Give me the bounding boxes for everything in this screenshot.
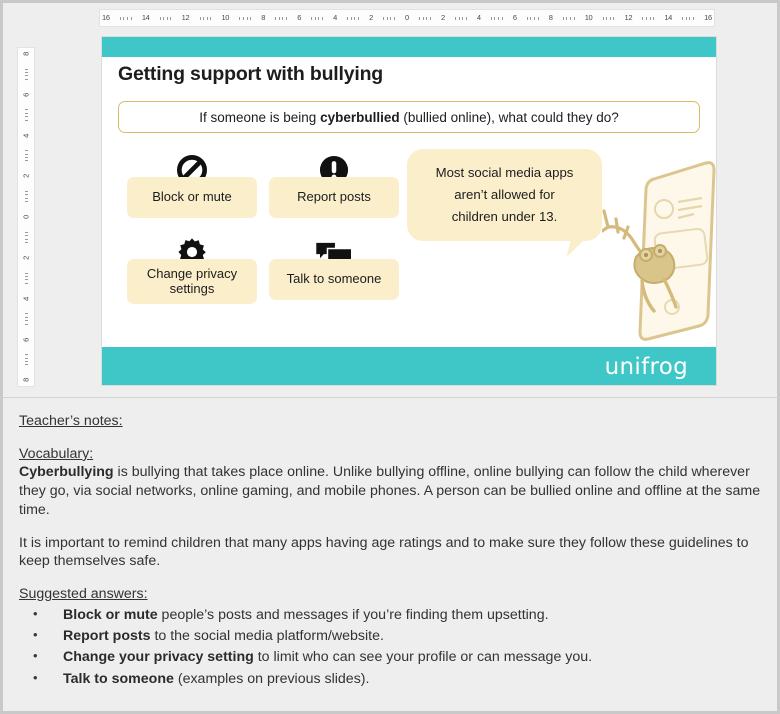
ruler-minor-tick <box>25 157 28 158</box>
ruler-label: 4 <box>21 296 31 301</box>
callout-line-3: children under 13. <box>451 208 558 224</box>
option-label: Report posts <box>297 189 371 205</box>
ruler-tick-group <box>25 150 28 161</box>
question-emphasis: cyberbullied <box>320 109 400 125</box>
question-suffix: (bullied online), what could they do? <box>399 109 619 125</box>
ruler-minor-tick <box>459 17 460 20</box>
ruler-minor-tick <box>650 17 651 20</box>
ruler-minor-tick <box>25 194 28 195</box>
ruler-minor-tick <box>498 17 499 20</box>
ruler-minor-tick <box>491 17 492 20</box>
ruler-tick-group <box>563 17 575 20</box>
ruler-label: 8 <box>548 13 553 23</box>
spacer <box>19 571 761 585</box>
ruler-minor-tick <box>25 232 28 233</box>
ruler-minor-tick <box>203 17 204 20</box>
ruler-label: 0 <box>405 13 409 23</box>
ruler-tick-group <box>25 354 28 365</box>
answer-body: to the social media platform/website. <box>150 628 384 645</box>
ruler-minor-tick <box>686 17 687 20</box>
ruler-minor-tick <box>275 17 276 20</box>
ruler-tick-group <box>25 313 28 324</box>
ruler-minor-tick <box>462 17 463 20</box>
ruler-label: 6 <box>21 92 31 97</box>
ruler-tick-group <box>347 17 359 20</box>
ruler-minor-tick <box>534 17 535 20</box>
ruler-minor-tick <box>25 120 28 121</box>
answers-heading-text: Suggested answers: <box>19 586 148 603</box>
answer-body: to limit who can see your profile or can message you. <box>253 649 593 666</box>
answer-term: Talk to someone <box>63 670 174 687</box>
answer-body: (examples on previous slides). <box>173 670 370 687</box>
ruler-tick-group <box>25 273 28 284</box>
vocabulary-term: Cyberbullying <box>19 464 114 481</box>
vocabulary-paragraph <box>19 463 761 519</box>
spacer <box>19 520 761 534</box>
ruler-label: 4 <box>21 133 31 138</box>
ruler-tick-group <box>25 191 28 202</box>
ruler-minor-tick <box>530 17 531 20</box>
ruler-minor-tick <box>25 191 28 192</box>
question-text <box>199 110 619 125</box>
ruler-minor-tick <box>430 17 431 20</box>
ruler-minor-tick <box>170 17 171 20</box>
ruler-minor-tick <box>538 17 539 20</box>
ruler-minor-tick <box>466 17 467 20</box>
ruler-label: 2 <box>21 255 31 260</box>
suggested-answer-item <box>19 670 761 689</box>
ruler-label: 2 <box>440 13 445 23</box>
ruler-tick-group <box>527 17 539 20</box>
ruler-minor-tick <box>25 279 28 280</box>
ruler-minor-tick <box>354 17 355 20</box>
ruler-minor-tick <box>25 364 28 365</box>
ruler-tick-group <box>200 17 212 20</box>
ruler-minor-tick <box>25 150 28 151</box>
ruler-tick-group <box>419 17 431 20</box>
vertical-ruler[interactable] <box>17 47 35 387</box>
ruler-minor-tick <box>250 17 251 20</box>
ruler-minor-tick <box>286 17 287 20</box>
ruler-label: 16 <box>704 13 712 23</box>
ruler-tick-group <box>455 17 467 20</box>
ruler-minor-tick <box>574 17 575 20</box>
ruler-minor-tick <box>123 17 124 20</box>
ruler-minor-tick <box>311 17 312 20</box>
ruler-label: 4 <box>476 13 481 23</box>
ruler-label: 14 <box>141 13 150 23</box>
ruler-minor-tick <box>315 17 316 20</box>
ruler-label: 6 <box>512 13 517 23</box>
ruler-tick-group <box>25 109 28 120</box>
ruler-tick-group <box>682 17 694 20</box>
ruler-minor-tick <box>163 17 164 20</box>
ruler-minor-tick <box>25 317 28 318</box>
ruler-minor-tick <box>25 276 28 277</box>
ruler-minor-tick <box>653 17 654 20</box>
callout-line-1: Most social media apps <box>435 165 574 181</box>
spacer <box>19 431 761 445</box>
ruler-label: 2 <box>21 174 31 179</box>
ruler-minor-tick <box>200 17 201 20</box>
ruler-minor-tick <box>25 235 28 236</box>
ruler-minor-tick <box>25 154 28 155</box>
ruler-minor-tick <box>239 17 240 20</box>
vocabulary-body: is bullying that takes place online. Unlike bullying offline, online bullying can follow the child wherever they go, via social networks, online gaming, and mobile phones. A person can be bullied online and offline at the same time. <box>19 464 761 518</box>
option-card-change-privacy-settings[interactable] <box>127 259 257 304</box>
horizontal-ruler[interactable] <box>99 9 715 27</box>
ruler-minor-tick <box>390 17 391 20</box>
answer-term: Block or mute <box>63 606 158 623</box>
ruler-minor-tick <box>570 17 571 20</box>
ruler-minor-tick <box>279 17 280 20</box>
question-prefix: If someone is being <box>199 109 321 125</box>
ruler-label: 12 <box>624 13 633 23</box>
slide-canvas[interactable] <box>102 37 716 385</box>
option-label: Block or mute <box>152 189 232 205</box>
ruler-minor-tick <box>127 17 128 20</box>
ruler-minor-tick <box>25 198 28 199</box>
suggested-answer-item <box>19 627 761 646</box>
ruler-minor-tick <box>606 17 607 20</box>
ruler-label: 6 <box>21 337 31 342</box>
option-card-block-or-mute[interactable] <box>127 177 257 218</box>
ruler-minor-tick <box>563 17 564 20</box>
ruler-label: 14 <box>664 13 673 23</box>
ruler-minor-tick <box>322 17 323 20</box>
ruler-tick-group <box>160 17 172 20</box>
ruler-minor-tick <box>494 17 495 20</box>
ruler-minor-tick <box>210 17 211 20</box>
ruler-label: 2 <box>369 13 373 23</box>
ruler-minor-tick <box>419 17 420 20</box>
slide-title: Getting support with bullying <box>118 63 384 85</box>
ruler-minor-tick <box>160 17 161 20</box>
option-label: Talk to someone <box>286 271 382 287</box>
ruler-minor-tick <box>25 320 28 321</box>
ruler-tick-group <box>275 17 287 20</box>
ruler-minor-tick <box>423 17 424 20</box>
ruler-minor-tick <box>25 72 28 73</box>
teacher-notes-pane[interactable] <box>0 397 780 714</box>
ruler-label: 8 <box>261 13 266 23</box>
ruler-minor-tick <box>642 17 643 20</box>
ruler-label: 4 <box>333 13 337 23</box>
ruler-minor-tick <box>318 17 319 20</box>
vocabulary-heading <box>19 445 761 464</box>
ruler-label: 8 <box>21 51 31 56</box>
ruler-minor-tick <box>25 324 28 325</box>
ruler-tick-group <box>603 17 615 20</box>
ruler-minor-tick <box>25 79 28 80</box>
ruler-minor-tick <box>207 17 208 20</box>
unifrog-logo: unifrog <box>604 354 688 380</box>
answer-body: people’s posts and messages if you’re finding them upsetting. <box>157 606 549 623</box>
ruler-minor-tick <box>689 17 690 20</box>
ruler-label: 12 <box>181 13 190 23</box>
ruler-tick-group <box>239 17 251 20</box>
ruler-minor-tick <box>25 109 28 110</box>
ruler-label: 10 <box>584 13 593 23</box>
ruler-minor-tick <box>646 17 647 20</box>
suggested-answers-list <box>19 606 761 688</box>
frog-with-phone-illustration <box>602 99 716 347</box>
reminder-paragraph: It is important to remind children that many apps having age ratings and to make sure they follow these guidelines to keep themselves safe. <box>19 534 749 570</box>
ruler-minor-tick <box>167 17 168 20</box>
option-label: Change privacy settings <box>146 265 238 296</box>
ruler-minor-tick <box>25 113 28 114</box>
ruler-label: 16 <box>102 13 110 23</box>
ruler-minor-tick <box>25 75 28 76</box>
ruler-minor-tick <box>25 354 28 355</box>
ruler-tick-group <box>25 232 28 243</box>
ruler-minor-tick <box>383 17 384 20</box>
ruler-minor-tick <box>25 116 28 117</box>
callout-line-2: aren’t allowed for <box>454 187 555 203</box>
ruler-minor-tick <box>120 17 121 20</box>
ruler-tick-group <box>383 17 395 20</box>
ruler-minor-tick <box>25 361 28 362</box>
ruler-tick-group <box>120 17 132 20</box>
ruler-minor-tick <box>25 201 28 202</box>
ruler-minor-tick <box>347 17 348 20</box>
ruler-tick-group <box>311 17 323 20</box>
notes-heading-text: Teacher’s notes: <box>19 413 123 429</box>
ruler-minor-tick <box>610 17 611 20</box>
ruler-label: 10 <box>221 13 230 23</box>
ruler-tick-group <box>25 69 28 80</box>
ruler-minor-tick <box>243 17 244 20</box>
option-card-talk-to-someone[interactable] <box>269 259 399 300</box>
option-card-report-posts[interactable] <box>269 177 399 218</box>
ruler-minor-tick <box>25 239 28 240</box>
ruler-minor-tick <box>682 17 683 20</box>
ruler-minor-tick <box>455 17 456 20</box>
ruler-minor-tick <box>426 17 427 20</box>
ruler-minor-tick <box>25 69 28 70</box>
answer-term: Change your privacy setting <box>63 649 254 666</box>
ruler-minor-tick <box>693 17 694 20</box>
ruler-minor-tick <box>351 17 352 20</box>
ruler-minor-tick <box>387 17 388 20</box>
ruler-minor-tick <box>25 160 28 161</box>
ruler-minor-tick <box>25 313 28 314</box>
ruler-minor-tick <box>25 283 28 284</box>
ruler-tick-group <box>491 17 503 20</box>
notes-heading <box>19 412 761 431</box>
suggested-answer-item <box>19 606 761 625</box>
ruler-minor-tick <box>566 17 567 20</box>
ruler-label: 6 <box>297 13 302 23</box>
ruler-minor-tick <box>358 17 359 20</box>
ruler-minor-tick <box>282 17 283 20</box>
ruler-minor-tick <box>25 358 28 359</box>
suggested-answer-item <box>19 648 761 667</box>
ruler-minor-tick <box>25 273 28 274</box>
vocabulary-heading-text: Vocabulary: <box>19 445 94 462</box>
ruler-minor-tick <box>603 17 604 20</box>
answers-heading <box>19 585 761 604</box>
ruler-minor-tick <box>613 17 614 20</box>
ruler-minor-tick <box>527 17 528 20</box>
ruler-tick-group <box>642 17 654 20</box>
answer-term: Report posts <box>63 628 151 645</box>
ruler-minor-tick <box>394 17 395 20</box>
ruler-minor-tick <box>502 17 503 20</box>
ruler-minor-tick <box>25 242 28 243</box>
slide-top-accent-bar <box>102 37 716 57</box>
ruler-minor-tick <box>131 17 132 20</box>
ruler-minor-tick <box>247 17 248 20</box>
ruler-label: 8 <box>21 378 31 383</box>
ruler-label: 0 <box>21 214 31 220</box>
